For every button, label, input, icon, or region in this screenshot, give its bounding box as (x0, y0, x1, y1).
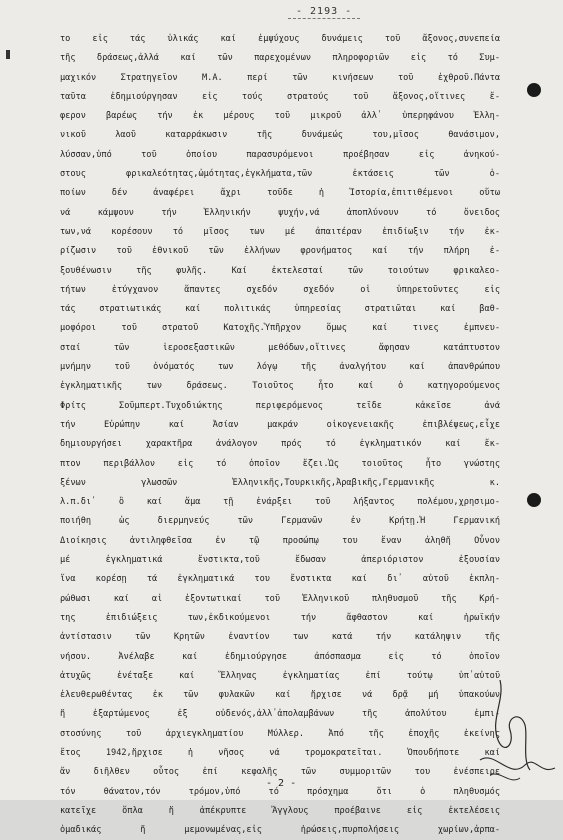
text-line: νά κάμψουν τήν Ἑλληνικήν ψυχήν,νά ἀποπλύνουν τό ὄνειδος (60, 207, 500, 218)
text-line: μαχικόν Στρατηγεῖον Μ.Α. περί τῶν κινήσεων τοῦ ἐχθροῦ.Πάντα (60, 72, 500, 83)
text-line: λ.π.δι᾽ ὃ καί ἅμα τῇ ἐνάρξει τοῦ λήξαντος πολέμου,χρησιμο- (60, 497, 500, 508)
text-line: ἔτος 1942,ἤρχισε ἡ νῆσος νά τρομοκρατεῖται. Ὁπουδήποτε καί (60, 747, 500, 758)
text-line: ἀντίστασιν τῶν Κρητῶν ἐναντίον των κατά τήν κατάληψιν τῆς (60, 632, 500, 643)
text-line: της ἐπιδιώξεις των,ἐκδικούμενοι τήν ἄφθαστον καί ἡρωϊκήν (60, 612, 500, 623)
text-line: πτον περιβάλλον εἰς τό ὁποῖον ἔζει.Ὡς τοιοῦτος ἦτο γνώστης (60, 458, 500, 469)
text-line: κατεῖχε ὅπλα ἤ ἀπέκρυπτε Ἄγγλους προέβαινε εἰς ἐκτελέσεις (60, 805, 500, 816)
punch-hole-top (527, 83, 541, 97)
text-line: τήν Εὐρώπην καί Ἀσίαν μακράν οἰκογενειακῆς ἐπιβλέψεως,εἶχε (60, 419, 500, 430)
text-line: ποιήθη ὡς διερμηνεύς τῶν Γερμανῶν ἐν Κρήτῃ.Ἡ Γερμανική (60, 516, 500, 527)
text-line: φερον βαρέως τήν ἐκ μέρους τοῦ μικροῦ ἀλλ᾽ ὑπερηφάνου Ἑλλη- (60, 111, 500, 122)
text-line: των,νά κορέσουν τό μῖσος των μέ ἀπαιτέραν ἐπιδίωξιν τήν ἐκ- (60, 226, 500, 237)
text-line: ξουθένωσιν τῆς φυλῆς. Καί ἐκτελεσταί τῶν τοιούτων φρικαλεο- (60, 265, 500, 276)
text-line: Διοίκησις ἀντιληφθεῖσα ἐν τῷ προσώπῳ του ἕναν ἀληθῆ Οὖνον (60, 535, 500, 546)
text-line: ἄν διῆλθεν οὗτος ἐπί κεφαλῆς τῶν συμμοριτῶν του ἐνέσπειρε (60, 767, 500, 778)
text-line: ἐλευθερωθέντας ἐκ τῶν φυλακῶν καί ἤρχισε νά δρᾷ μή ὑπακούων (60, 690, 500, 701)
text-line: λύσσαν,ὑπό τοῦ ὁποίου παρασυρόμενοι προέβησαν εἰς ἀνηκού- (60, 149, 500, 160)
text-line: νικοῦ λαοῦ καταρράκωσιν τῆς δυνάμεώς του,μῖσος θανάσιμον, (60, 130, 500, 141)
text-line: ταῦτα ἐδημιούργησαν εἰς τούς στρατούς τοῦ ἄξονος,οἵτινες ἔ- (60, 91, 500, 102)
page-header-number: - 2193 - (288, 6, 360, 19)
text-line: μνήμην τοῦ ὀνόματός των λόγῳ τῆς ἀναλγήτου καί ἀπανθρώπου (60, 362, 500, 373)
text-line: ξένων γλωσσῶν Ἑλληνικῆς,Τουρκικῆς,Ἀραβικῆς,Γερμανικῆς κ. (60, 477, 500, 488)
text-line: ἤ ἐξαρτώμενος ἐξ οὐδενός,ἀλλ᾽ἀπολαμβάνων τῆς ἀπολύτου ἐμπι- (60, 709, 500, 720)
text-line: ὁμαδικάς ἤ μεμονωμένας,εἰς ἠρώσεις,πυρπολήσεις χωρίων,ἁρπα- (60, 825, 500, 836)
text-line: στους φρικαλεότητας,ὠμότητας,ἐγκλήματα,τῶν ἐκτάσεις τῶν ὁ- (60, 169, 500, 180)
page-number: - 2 - (266, 778, 297, 789)
text-line: ἵνα κορέσῃ τά ἐγκληματικά του ἔνστικτα καί δι᾽ αὐτοῦ ἐκπλη- (60, 574, 500, 585)
text-line: σταί τῶν ἱεροσεξαστικῶν μεθόδων,οἵτινες ἄφησαν κατάπτυστον (60, 342, 500, 353)
text-line: μοφόροι τοῦ στρατοῦ Κατοχῆς.Ὑπῆρχον ὅμως καί τινες ἐμπνευ- (60, 323, 500, 334)
text-line: νήσου. Ἀνέλαβε καί ἐδημιούργησε ἀπόσπασμα εἰς τό ὁποῖον (60, 651, 500, 662)
text-line: μέ ἐγκληματικά ἔνστικτα,τοῦ ἔδωσαν ἀπεριόριστον ἐξουσίαν (60, 555, 500, 566)
text-line: δημιουργήσει χαρακτῆρα ἀνάλογον πρός τό ἐγκληματικόν καί ἔκ- (60, 439, 500, 450)
text-line: τάς στρατιωτικάς καί πολιτικάς ὑπηρεσίας στρατιῶται καί βαθ- (60, 304, 500, 315)
text-line: στοσύνης τοῦ ἀρχιεγκληματίου Μύλλερ. Ἀπό τῆς ἐποχῆς ἐκείνης (60, 728, 500, 739)
text-line: ποίων δέν ἀναφέρει ἄχρι τοῦδε ἡ Ἱστορία,ἐπιτιθέμενοι οὕτω (60, 188, 500, 199)
body-text (60, 30, 500, 840)
margin-mark (6, 50, 10, 59)
text-line: ρίζωσιν τοῦ ἐθνικοῦ τῶν ἑλλήνων φρονήματος καί τήν πλήρη ἐ- (60, 246, 500, 257)
text-line: τήτων ἐτύγχανον ἅπαντες σχεδόν σχεδόν οἱ ὑπηρετοῦντες εἰς (60, 284, 500, 295)
handwritten-signature (470, 660, 560, 790)
text-line: ἐγκληματικῆς των δράσεως. Τοιοῦτος ἦτο καί ὁ κατηγορούμενος (60, 381, 500, 392)
text-line: Φρίτς Σοῦμπερτ.Τυχοδιώκτης περιφερόμενος τεῖδε κἀκεῖσε ἀνά (60, 400, 500, 411)
text-line: το εἰς τάς ὑλικάς καί ἐμψύχους δυνάμεις τοῦ ἄξονος,συνεπεία (60, 34, 500, 44)
text-line: τόν θάνατον,τόν τρόμον,ὑπό τό πρόσχημα ὅτι ὁ πληθυσμός (60, 786, 500, 797)
text-line: ρώθωσι καί αἱ ἐξοντωτικαί τοῦ Ἑλληνικοῦ πληθυσμοῦ τῆς Κρή- (60, 593, 500, 604)
text-line: ἀτυχῶς ἐνέταξε καί Ἕλληνας ἐγκληματίας ἐπί τούτῳ ὑπ᾽αὐτοῦ (60, 670, 500, 681)
punch-hole-bottom (527, 493, 541, 507)
text-line: τῆς δράσεως,ἀλλά καί τῶν παρεχομένων πληροφοριῶν εἰς τό Συμ- (60, 53, 500, 64)
